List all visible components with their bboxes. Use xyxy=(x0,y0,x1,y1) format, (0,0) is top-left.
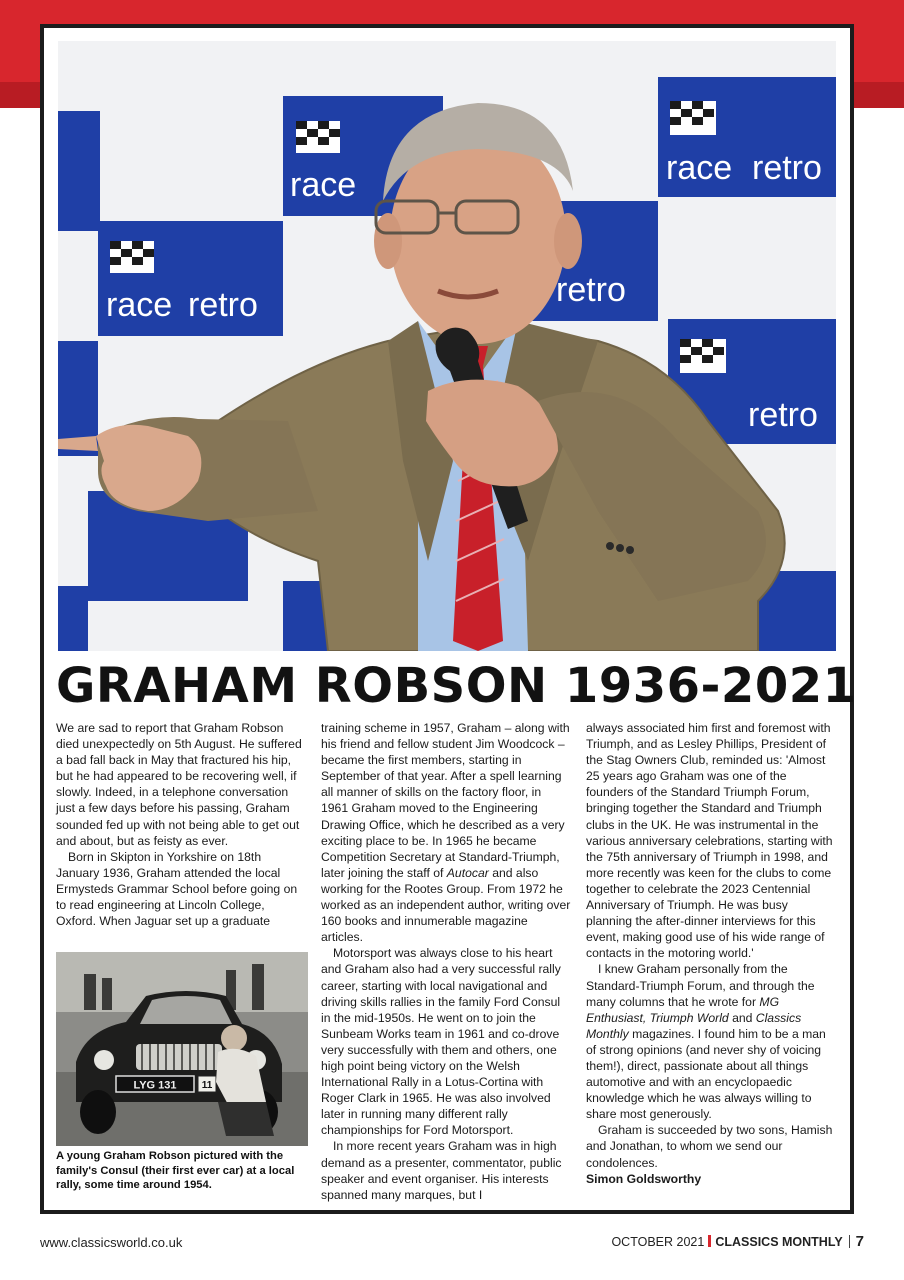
inset-number-plate: LYG 131 xyxy=(133,1079,177,1092)
publication-name: Autocar xyxy=(446,865,489,880)
publication-names: MG Enthusiast, Triumph World xyxy=(586,994,780,1025)
text-span: and also working for the Rootes Group. From 1972 he worked as an independent author, writing over 160 books and innumerable magazine articles. xyxy=(321,865,571,945)
photo-caption: A young Graham Robson pictured with the family's Consul (their first ever car) at a local rally, some time around 1954. xyxy=(56,1150,295,1192)
logo-text-race-3: race xyxy=(106,286,173,324)
main-photo-illustration xyxy=(58,41,836,651)
footer-issue-date: OCTOBER 2021 xyxy=(611,1235,705,1249)
footer-website: www.classicsworld.co.uk xyxy=(40,1235,183,1250)
paragraph: Motorsport was always close to his heart and Graham also had a very successful rally career, starting with local navigational and driving skills rallies in the family Ford Consul in the mid-1950s. He went on to join the Sunbeam Works team in 1961 and co-drove very successfully with them and others, one high point being victory on the Welsh International Rally in a Lotus-Cortina with Roger Clark in 1965. He was also involved later in running many different rally championships for Ford Motorsport. xyxy=(321,946,561,1138)
text-span: I knew Graham personally from the Standard-Triumph Forum, and through the many columns that he wrote for xyxy=(586,962,815,1009)
paragraph xyxy=(321,720,571,945)
text-column-1 xyxy=(56,720,306,929)
author-signature: Simon Goldsworthy xyxy=(586,1171,702,1186)
logo-text-retro-5: retro xyxy=(748,396,818,434)
logo-text-race-2: race xyxy=(666,149,733,187)
article-headline: GRAHAM ROBSON 1936-2021 xyxy=(56,658,857,714)
paragraph: In more recent years Graham was in high demand as a presenter, commentator, public speaker and event organiser. His interests spanned many marques, but I xyxy=(321,1139,562,1202)
paragraph xyxy=(586,961,836,1122)
inset-rally-number: 11 xyxy=(201,1080,213,1091)
paragraph: Born in Skipton in Yorkshire on 18th January 1936, Graham attended the local Ermysteds Grammar School before going on to read engineering at Lincoln College, Oxford. When Jaguar set up a graduate xyxy=(56,849,298,929)
text-column-3 xyxy=(586,720,836,1187)
paragraph: We are sad to report that Graham Robson died unexpectedly on 5th August. He suffered a bad fall back in May that fractured his hip, but he had appeared to be recovering well, if slowly. Indeed, in a telephone conversation just a few days before his passing, Graham sounded fed up with not being able to get out and about, but as feisty as ever. xyxy=(56,721,302,848)
footer-divider xyxy=(849,1235,850,1248)
paragraph: Graham is succeeded by two sons, Hamish and Jonathan, to whom we send our condolences. xyxy=(586,1123,833,1170)
text-span: and xyxy=(728,1010,756,1025)
main-photo xyxy=(58,41,836,651)
logo-text-retro-4: retro xyxy=(556,271,626,309)
text-column-2 xyxy=(321,720,571,1203)
text-span: magazines. I found him to be a man of strong opinions (and never shy of voicing them!), direct, passionate about all things automotive and with an encyclopaedic knowledge which he was always willing to share most generously. xyxy=(586,1026,826,1122)
paragraph: always associated him first and foremost with Triumph, and as Lesley Phillips, President of the Stag Owners Club, reminded us: 'Almost 25 years ago Graham was one of the founders of the Standard Triumph Forum, bringing together the Standard and Triumph clubs in the UK. He was instrumental in the various anniversary celebrations, starting with the 75th anniversary of Triumph in 1998, and more recently was keen for the clubs to come together to celebrate the 2023 Centennial Anniversary of Triumph. He was busy planning the after-dinner interviews for this event, making good use of his wide range of contacts in the motoring world.' xyxy=(586,721,833,961)
footer-red-divider xyxy=(708,1235,711,1247)
logo-text-race-1: race xyxy=(290,166,357,204)
logo-text-retro-2: retro xyxy=(752,149,822,187)
inset-photo-illustration xyxy=(56,952,308,1146)
logo-text-retro-3: retro xyxy=(188,286,258,324)
text-span: training scheme in 1957, Graham – along with his friend and fellow student Jim Woodcock – became the first members, starting in September of that year. After a spell learning all manner of skills on the factory floor, in 1961 Graham moved to the Engineering Drawing Office, which he described as a very exciting place to be. In 1965 he became Competition Secretary at Standard-Triumph, later joining the staff of xyxy=(321,721,570,880)
publication-name: Classics Monthly xyxy=(586,1010,802,1041)
footer-page-number: 7 xyxy=(855,1233,864,1250)
footer-magazine-name: CLASSICS MONTHLY xyxy=(715,1235,843,1249)
inset-photo xyxy=(56,952,308,1146)
article-frame xyxy=(40,24,857,1214)
footer-issue-info xyxy=(611,1233,864,1250)
